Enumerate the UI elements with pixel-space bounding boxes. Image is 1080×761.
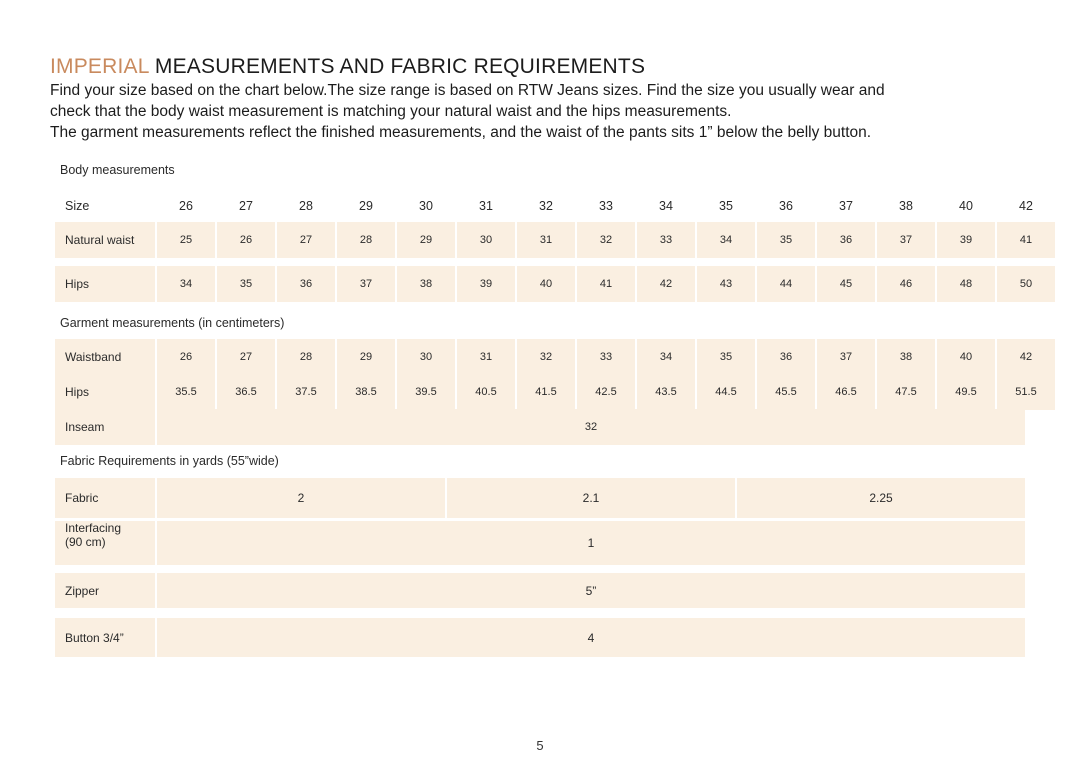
table-cell: 26 — [217, 222, 275, 258]
table-row — [55, 266, 1057, 302]
table-cell: 31 — [457, 339, 515, 375]
table-cell: 42 — [997, 339, 1055, 375]
table-cell: 34 — [157, 266, 215, 302]
table-cell: 46.5 — [817, 374, 875, 410]
page-title-rest: MEASUREMENTS AND FABRIC REQUIREMENTS — [148, 55, 646, 78]
column-header-size-value: 26 — [179, 199, 193, 213]
table-cell: 43 — [697, 266, 755, 302]
table-row-interfacing — [55, 521, 1027, 565]
table-cell: 29 — [397, 222, 455, 258]
table-cell: 38.5 — [337, 374, 395, 410]
table-cell: 36 — [277, 266, 335, 302]
table-cell: 31 — [517, 222, 575, 258]
intro-line-2: check that the body waist measurement is matching your natural waist and the hips measurements. — [50, 103, 732, 120]
table-cell: 39 — [457, 266, 515, 302]
row-label: Hips — [55, 266, 155, 302]
column-header-size-value: 35 — [719, 199, 733, 213]
table-cell: 32 — [577, 222, 635, 258]
column-header-size-value: 42 — [1019, 199, 1033, 213]
column-header-size-value: 27 — [239, 199, 253, 213]
table-cell: 41.5 — [517, 374, 575, 410]
table-cell-merged: 2 — [157, 478, 445, 518]
table-cell-merged: 4 — [157, 618, 1025, 657]
column-header-size-value: 36 — [779, 199, 793, 213]
column-header-size-value: 38 — [899, 199, 913, 213]
table-cell-merged: 2.25 — [737, 478, 1025, 518]
intro-line-3: The garment measurements reflect the finished measurements, and the waist of the pants sits 1” below the belly button. — [50, 124, 872, 141]
page-title — [50, 55, 645, 79]
table-row — [55, 374, 1057, 410]
table-cell: 41 — [577, 266, 635, 302]
table-cell: 35.5 — [157, 374, 215, 410]
garment-measurements-caption: Garment measurements (in centimeters) — [60, 316, 285, 330]
table-cell-merged: 2.1 — [447, 478, 735, 518]
row-label-line-1: Interfacing — [65, 521, 122, 535]
table-cell: 40 — [937, 339, 995, 375]
page-title-accent: IMPERIAL — [50, 55, 149, 78]
column-header-size: Size — [65, 199, 90, 213]
table-cell-merged: 5” — [157, 573, 1025, 608]
table-cell: 45 — [817, 266, 875, 302]
table-cell: 40.5 — [457, 374, 515, 410]
intro-paragraph — [50, 80, 1030, 143]
table-cell: 30 — [397, 339, 455, 375]
table-row-fabric — [55, 478, 1027, 518]
table-row — [55, 222, 1057, 258]
table-cell: 36 — [757, 339, 815, 375]
body-measurements-caption: Body measurements — [60, 163, 175, 177]
table-cell: 50 — [997, 266, 1055, 302]
fabric-requirements-caption: Fabric Requirements in yards (55”wide) — [60, 454, 279, 468]
table-cell: 36 — [817, 222, 875, 258]
table-cell: 39.5 — [397, 374, 455, 410]
table-cell: 34 — [637, 339, 695, 375]
column-header-size-value: 31 — [479, 199, 493, 213]
table-cell: 48 — [937, 266, 995, 302]
table-row-button — [55, 618, 1027, 657]
column-header-size-value: 40 — [959, 199, 973, 213]
row-label-line-2: (90 cm) — [65, 535, 106, 549]
row-label: Natural waist — [55, 222, 155, 258]
table-cell: 33 — [577, 339, 635, 375]
table-cell: 45.5 — [757, 374, 815, 410]
row-label: Zipper — [55, 573, 155, 608]
table-cell: 42 — [637, 266, 695, 302]
table-cell: 27 — [277, 222, 335, 258]
table-cell: 33 — [637, 222, 695, 258]
table-row — [55, 339, 1057, 375]
column-header-size-value: 32 — [539, 199, 553, 213]
row-label — [55, 521, 155, 565]
table-cell: 35 — [217, 266, 275, 302]
table-cell: 37 — [877, 222, 935, 258]
column-header-size-value: 37 — [839, 199, 853, 213]
table-cell: 37 — [817, 339, 875, 375]
table-cell: 37.5 — [277, 374, 335, 410]
column-header-size-value: 29 — [359, 199, 373, 213]
row-label: Waistband — [55, 339, 155, 375]
row-label: Fabric — [55, 478, 155, 518]
table-cell: 40 — [517, 266, 575, 302]
table-cell: 39 — [937, 222, 995, 258]
table-cell: 38 — [877, 339, 935, 375]
table-row-zipper — [55, 573, 1027, 608]
page-number: 5 — [536, 738, 544, 753]
table-cell: 32 — [517, 339, 575, 375]
table-cell: 37 — [337, 266, 395, 302]
table-cell: 26 — [157, 339, 215, 375]
table-cell: 41 — [997, 222, 1055, 258]
column-header-size-value: 30 — [419, 199, 433, 213]
column-header-size-value: 34 — [659, 199, 673, 213]
table-cell: 28 — [277, 339, 335, 375]
table-cell: 46 — [877, 266, 935, 302]
table-cell: 51.5 — [997, 374, 1055, 410]
table-cell: 34 — [697, 222, 755, 258]
table-cell: 35 — [697, 339, 755, 375]
intro-line-1: Find your size based on the chart below.The size range is based on RTW Jeans sizes. Find the size you usually wear and — [50, 82, 885, 99]
column-header-size-value: 28 — [299, 199, 313, 213]
table-cell: 29 — [337, 339, 395, 375]
table-cell: 36.5 — [217, 374, 275, 410]
table-cell-merged: 32 — [157, 409, 1025, 445]
column-header-size-value: 33 — [599, 199, 613, 213]
table-cell: 25 — [157, 222, 215, 258]
table-cell: 35 — [757, 222, 815, 258]
table-cell: 27 — [217, 339, 275, 375]
table-cell: 49.5 — [937, 374, 995, 410]
table-cell: 38 — [397, 266, 455, 302]
row-label: Button 3/4” — [55, 618, 155, 657]
table-cell-merged: 1 — [157, 521, 1025, 565]
table-cell: 28 — [337, 222, 395, 258]
table-cell: 47.5 — [877, 374, 935, 410]
table-cell: 42.5 — [577, 374, 635, 410]
row-label: Hips — [55, 374, 155, 410]
table-row-inseam — [55, 409, 1027, 445]
table-cell: 30 — [457, 222, 515, 258]
table-cell: 44 — [757, 266, 815, 302]
table-cell: 44.5 — [697, 374, 755, 410]
table-cell: 43.5 — [637, 374, 695, 410]
row-label: Inseam — [55, 409, 155, 445]
body-measurements-header-row — [55, 195, 1057, 217]
